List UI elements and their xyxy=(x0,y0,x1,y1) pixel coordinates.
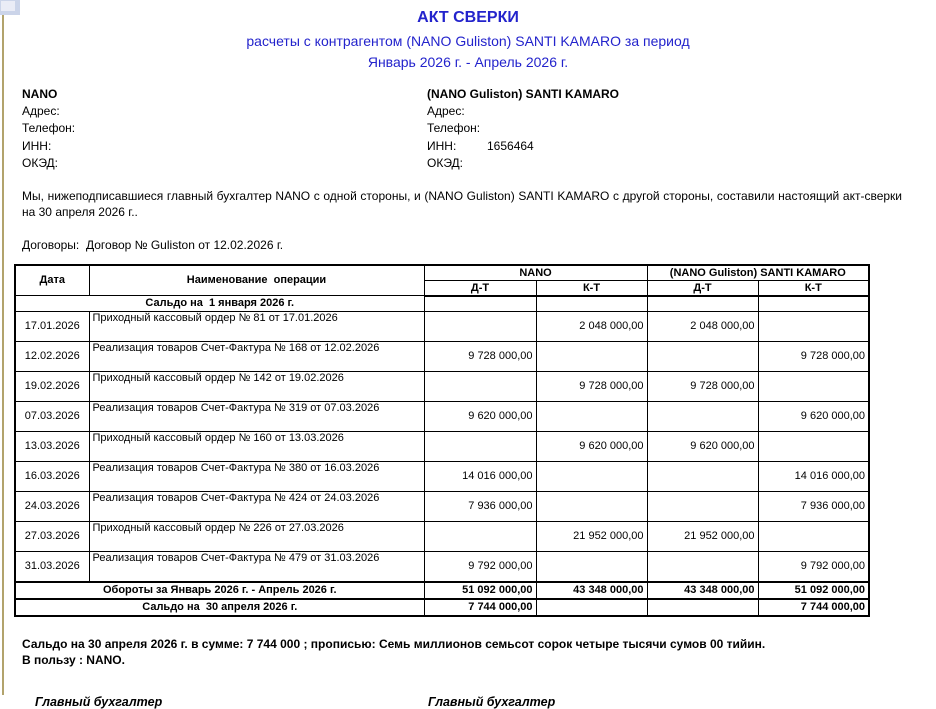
row-partner-kt: 9 792 000,00 xyxy=(758,551,869,582)
row-date: 31.03.2026 xyxy=(15,551,89,582)
row-nano-dt xyxy=(424,431,536,461)
turnover-partner-dt: 43 348 000,00 xyxy=(647,582,758,599)
col-group-nano: NANO xyxy=(424,265,647,281)
party-right-inn-label: ИНН: xyxy=(427,138,457,153)
party-left-phone-label: Телефон: xyxy=(22,121,76,136)
row-nano-dt: 7 936 000,00 xyxy=(424,491,536,521)
party-left-address-label: Адрес: xyxy=(22,104,60,118)
opening-partner-dt xyxy=(647,296,758,312)
closing-balance-label: Сальдо на 30 апреля 2026 г. xyxy=(15,599,424,616)
row-partner-kt xyxy=(758,431,869,461)
row-nano-dt: 9 792 000,00 xyxy=(424,551,536,582)
row-partner-dt: 21 952 000,00 xyxy=(647,521,758,551)
page-subtitle: расчеты с контрагентом (NANO Guliston) SANTI KAMARO за период xyxy=(246,33,690,49)
balance-summary-text: Сальдо на 30 апреля 2026 г. в сумме: 7 744 000 ; прописью: Семь миллионов семьсот сорок четыре тысячи сумов 00 тийин. xyxy=(22,636,766,651)
page-title: АКТ СВЕРКИ xyxy=(417,9,519,26)
col-header-operation: Наименование операции xyxy=(89,265,424,296)
row-nano-dt xyxy=(424,521,536,551)
row-partner-dt xyxy=(647,551,758,582)
row-partner-kt xyxy=(758,311,869,341)
col-group-partner: (NANO Guliston) SANTI KAMARO xyxy=(647,265,869,281)
row-operation: Приходный кассовый ордер № 142 от 19.02.2026 xyxy=(89,371,424,401)
table-row xyxy=(15,431,869,461)
contracts-label: Договоры: xyxy=(22,237,80,252)
opening-balance-label: Сальдо на 1 января 2026 г. xyxy=(15,296,424,312)
row-partner-dt xyxy=(647,401,758,431)
turnover-partner-kt: 51 092 000,00 xyxy=(758,582,869,599)
closing-partner-dt xyxy=(647,599,758,616)
row-nano-kt xyxy=(536,551,647,582)
row-operation: Приходный кассовый ордер № 226 от 27.03.2026 xyxy=(89,521,424,551)
row-partner-kt xyxy=(758,521,869,551)
contracts-line xyxy=(22,238,936,252)
col-header-partner-dt: Д-Т xyxy=(647,280,758,296)
row-partner-dt: 2 048 000,00 xyxy=(647,311,758,341)
turnover-nano-kt: 43 348 000,00 xyxy=(536,582,647,599)
row-partner-dt xyxy=(647,461,758,491)
row-operation: Реализация товаров Счет-Фактура № 168 от 12.02.2026 xyxy=(89,341,424,371)
table-row xyxy=(15,401,869,431)
turnover-label: Обороты за Январь 2026 г. - Апрель 2026 г. xyxy=(15,582,424,599)
signatures-block xyxy=(35,695,936,709)
row-operation: Приходный кассовый ордер № 160 от 13.03.2026 xyxy=(89,431,424,461)
table-row xyxy=(15,551,869,582)
closing-nano-kt xyxy=(536,599,647,616)
col-header-nano-dt: Д-Т xyxy=(424,280,536,296)
row-nano-kt: 2 048 000,00 xyxy=(536,311,647,341)
party-right-name: (NANO Guliston) SANTI KAMARO xyxy=(427,87,619,101)
row-operation: Реализация товаров Счет-Фактура № 380 от 16.03.2026 xyxy=(89,461,424,491)
row-nano-dt: 14 016 000,00 xyxy=(424,461,536,491)
row-date: 16.03.2026 xyxy=(15,461,89,491)
opening-nano-kt xyxy=(536,296,647,312)
page-period: Январь 2026 г. - Апрель 2026 г. xyxy=(367,54,569,70)
signature-right-label: Главный бухгалтер xyxy=(428,694,556,709)
row-partner-dt: 9 620 000,00 xyxy=(647,431,758,461)
row-nano-kt xyxy=(536,341,647,371)
row-nano-kt xyxy=(536,491,647,521)
table-row xyxy=(15,341,869,371)
row-nano-dt: 9 620 000,00 xyxy=(424,401,536,431)
party-left-inn-label: ИНН: xyxy=(22,138,52,153)
party-left xyxy=(22,86,427,173)
signature-left-label: Главный бухгалтер xyxy=(35,694,163,709)
row-nano-kt: 9 728 000,00 xyxy=(536,371,647,401)
row-nano-kt: 9 620 000,00 xyxy=(536,431,647,461)
row-operation: Реализация товаров Счет-Фактура № 424 от 24.03.2026 xyxy=(89,491,424,521)
party-right xyxy=(427,86,832,173)
row-nano-kt xyxy=(536,461,647,491)
row-partner-kt: 14 016 000,00 xyxy=(758,461,869,491)
preamble-text: Мы, нижеподписавшиеся главный бухгалтер NANO с одной стороны, и (NANO Guliston) SANTI KAMARO с другой стороны, составили настоящий акт-сверки на 30 апреля 2026 г.. xyxy=(22,188,902,220)
party-right-oked-label: ОКЭД: xyxy=(427,156,464,171)
closing-partner-kt: 7 744 000,00 xyxy=(758,599,869,616)
row-date: 27.03.2026 xyxy=(15,521,89,551)
row-partner-dt: 9 728 000,00 xyxy=(647,371,758,401)
party-left-name: NANO xyxy=(22,87,58,101)
row-operation: Реализация товаров Счет-Фактура № 479 от 31.03.2026 xyxy=(89,551,424,582)
row-nano-dt xyxy=(424,311,536,341)
row-nano-dt xyxy=(424,371,536,401)
opening-balance-row xyxy=(15,296,869,312)
party-left-oked-label: ОКЭД: xyxy=(22,156,59,171)
col-header-nano-kt: К-Т xyxy=(536,280,647,296)
row-partner-dt xyxy=(647,341,758,371)
row-partner-kt xyxy=(758,371,869,401)
closing-balance-row xyxy=(15,599,869,616)
row-date: 13.03.2026 xyxy=(15,431,89,461)
row-partner-kt: 9 620 000,00 xyxy=(758,401,869,431)
table-row xyxy=(15,491,869,521)
party-right-inn-value: 1656464 xyxy=(487,138,534,153)
row-nano-kt: 21 952 000,00 xyxy=(536,521,647,551)
turnover-row xyxy=(15,582,869,599)
row-date: 12.02.2026 xyxy=(15,341,89,371)
row-date: 19.02.2026 xyxy=(15,371,89,401)
closing-nano-dt: 7 744 000,00 xyxy=(424,599,536,616)
party-right-address-label: Адрес: xyxy=(427,104,465,118)
in-favor-text: В пользу : NANO. xyxy=(22,652,125,667)
row-partner-dt xyxy=(647,491,758,521)
table-body xyxy=(15,296,869,616)
table-row xyxy=(15,461,869,491)
row-nano-kt xyxy=(536,401,647,431)
opening-partner-kt xyxy=(758,296,869,312)
col-header-partner-kt: К-Т xyxy=(758,280,869,296)
document-titles xyxy=(0,0,936,70)
row-nano-dt: 9 728 000,00 xyxy=(424,341,536,371)
contracts-value: Договор № Guliston от 12.02.2026 г. xyxy=(86,237,284,252)
row-date: 07.03.2026 xyxy=(15,401,89,431)
opening-nano-dt xyxy=(424,296,536,312)
row-date: 17.01.2026 xyxy=(15,311,89,341)
party-right-phone-label: Телефон: xyxy=(427,121,481,136)
row-date: 24.03.2026 xyxy=(15,491,89,521)
parties-block xyxy=(22,86,936,173)
col-header-date: Дата xyxy=(15,265,89,296)
table-row xyxy=(15,521,869,551)
table-row xyxy=(15,311,869,341)
row-partner-kt: 9 728 000,00 xyxy=(758,341,869,371)
row-partner-kt: 7 936 000,00 xyxy=(758,491,869,521)
turnover-nano-dt: 51 092 000,00 xyxy=(424,582,536,599)
table-row xyxy=(15,371,869,401)
row-operation: Реализация товаров Счет-Фактура № 319 от 07.03.2026 xyxy=(89,401,424,431)
reconciliation-table xyxy=(14,264,870,617)
row-operation: Приходный кассовый ордер № 81 от 17.01.2026 xyxy=(89,311,424,341)
